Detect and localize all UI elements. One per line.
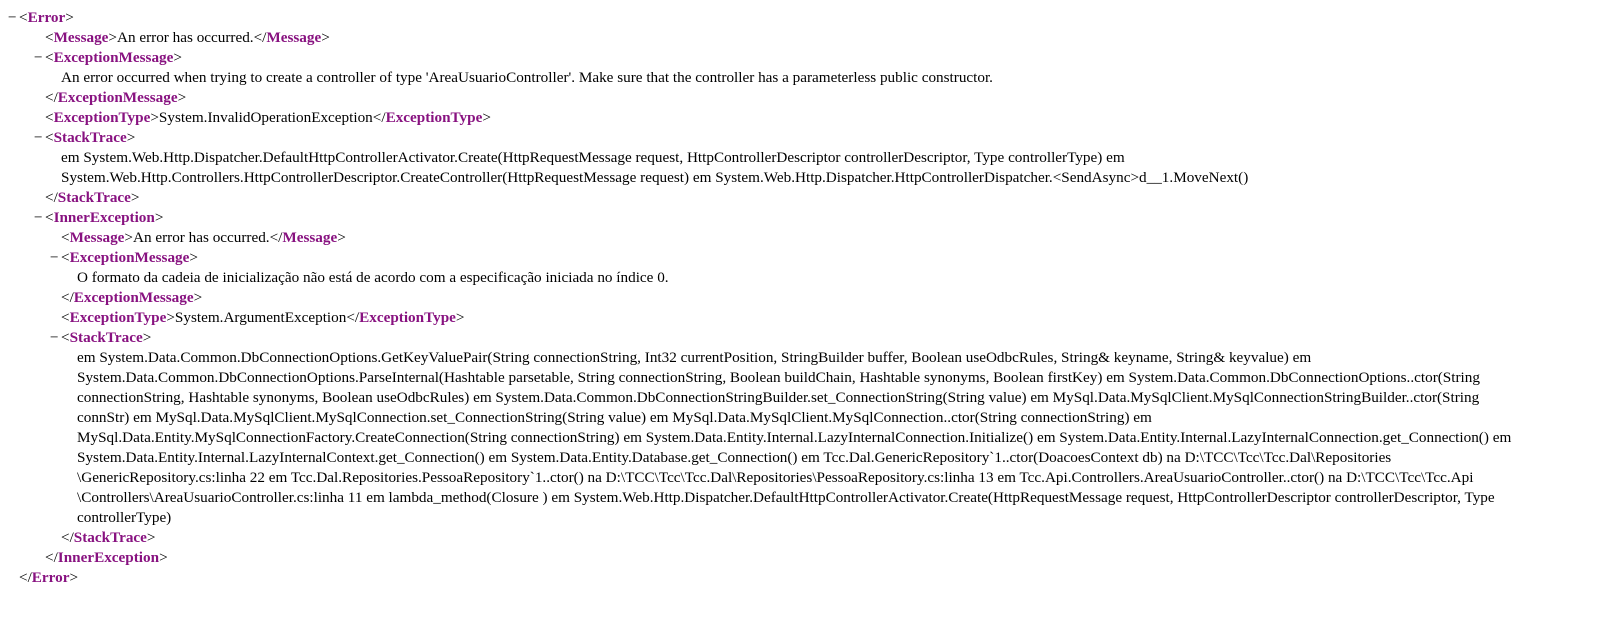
inner-exception-message-node [45,248,1586,308]
exception-message-node [19,48,1586,108]
stack-trace-line: System.Data.Common.DbConnectionOptions.ParseInternal(Hashtable parsetable, String connectionString, Boolean buildChain, Hashtable synonyms, Boolean firstKey) em System.Data.Common.DbConnectionOptions..ctor(String [77,369,1480,386]
collapse-toggle-inner-stack-trace[interactable]: − [49,329,59,346]
exception-message-open-tag: <ExceptionMessage> [45,49,182,66]
stack-trace-line: \Controllers\AreaUsuarioController.cs:linha 11 em lambda_method(Closure ) em System.Web.Http.Dispatcher.DefaultHttpControllerActivator.Create(HttpRequestMessage request, HttpControllerDescriptor controllerDescriptor, Type [77,489,1495,506]
exception-message-value: An error occurred when trying to create a controller of type 'AreaUsuarioController'. Make sure that the controller has a parameterless public constructor. [61,69,993,86]
inner-stack-trace-node [45,328,1586,548]
inner-exception-open-tag: <InnerException> [45,209,164,226]
stack-trace-line: connectionString, Hashtable synonyms, Boolean useOdbcRules) em System.Data.Common.DbConnectionStringBuilder.set_ConnectionString(String value) em MySql.Data.MySqlClient.MySqlConnectionStringBuilder..ctor(String [77,389,1480,406]
stack-trace-line: \GenericRepository.cs:linha 22 em Tcc.Dal.Repositories.PessoaRepository`1..ctor() na D:\TCC\Tcc\Tcc.Dal\Repositories\PessoaRepository.cs:linha 13 em Tcc.Api.Controllers.AreaUsuarioController..ctor() na D:\TCC\Tcc\Tcc.Api [77,469,1474,486]
stack-trace-line: System.Web.Http.Controllers.HttpControllerDescriptor.CreateController(HttpRequestMessage request) em System.Web.Http.Dispatcher.HttpControllerDispatcher.<SendAsync>d__1.MoveNext() [61,169,1249,186]
stack-trace-line: em System.Web.Http.Dispatcher.DefaultHttpControllerActivator.Create(HttpRequestMessage request, HttpControllerDescriptor controllerDescriptor, Type controllerType) em [61,149,1125,166]
xml-tree [6,8,1586,588]
exception-type-line: <ExceptionType>System.InvalidOperationException</ExceptionType> [45,109,491,126]
error-node [7,8,1586,588]
stack-trace-open-tag: <StackTrace> [45,129,136,146]
exception-message-close-tag: </ExceptionMessage> [45,89,187,106]
stack-trace-close-tag: </StackTrace> [45,189,140,206]
stack-trace-line: System.Data.Entity.Internal.LazyInternalContext.get_Connection() em System.Data.Entity.Database.get_Connection() em Tcc.Dal.GenericRepository`1..ctor(DoacoesContext db) na D:\TCC\Tcc\Tcc.Dal\Repositories [77,449,1392,466]
collapse-toggle-error[interactable]: − [7,9,17,26]
collapse-toggle-stack-trace[interactable]: − [33,129,43,146]
message-value: An error has occurred. [116,29,254,46]
inner-exception-close-tag: </InnerException> [45,549,168,566]
inner-message-line: <Message>An error has occurred.</Message> [61,229,346,246]
collapse-toggle-exception-message[interactable]: − [33,49,43,66]
stack-trace-node [19,128,1586,208]
inner-stack-trace-open-tag: <StackTrace> [61,329,152,346]
stack-trace-line: em System.Data.Common.DbConnectionOptions.GetKeyValuePair(String connectionString, Int32 currentPosition, StringBuilder buffer, Boolean useOdbcRules, String& keyname, String& keyvalue) em [77,349,1312,366]
stack-trace-line: MySql.Data.Entity.MySqlConnectionFactory.CreateConnection(String connectionString) em System.Data.Entity.Internal.LazyInternalConnection.Initialize() em System.Data.Entity.Internal.LazyInternalConnection.get_Connection() em [77,429,1512,446]
inner-exception-type-value: System.ArgumentException [174,309,347,326]
exception-type-value: System.InvalidOperationException [158,109,373,126]
stack-trace-line: controllerType) [77,509,172,526]
error-close-tag: </Error> [19,569,79,586]
inner-exception-message-value: O formato da cadeia de inicialização não está de acordo com a especificação iniciada no índice 0. [77,269,669,286]
message-line: <Message>An error has occurred.</Message> [45,29,330,46]
error-open-tag: <Error> [19,9,74,26]
inner-stack-trace-close-tag: </StackTrace> [61,529,156,546]
inner-stack-trace-value [61,348,1586,528]
inner-exception-type-line: <ExceptionType>System.ArgumentException</ExceptionType> [61,309,465,326]
inner-exception-node [19,208,1586,568]
inner-exception-message-open-tag: <ExceptionMessage> [61,249,198,266]
collapse-toggle-inner-exception[interactable]: − [33,209,43,226]
stack-trace-line: connStr) em MySql.Data.MySqlClient.MySqlConnection.set_ConnectionString(String value) em MySql.Data.MySqlClient.MySqlConnection..ctor(String connectionString) em [77,409,1152,426]
collapse-toggle-inner-exception-message[interactable]: − [49,249,59,266]
stack-trace-value [45,148,1586,188]
inner-message-value: An error has occurred. [132,229,270,246]
inner-exception-message-close-tag: </ExceptionMessage> [61,289,203,306]
